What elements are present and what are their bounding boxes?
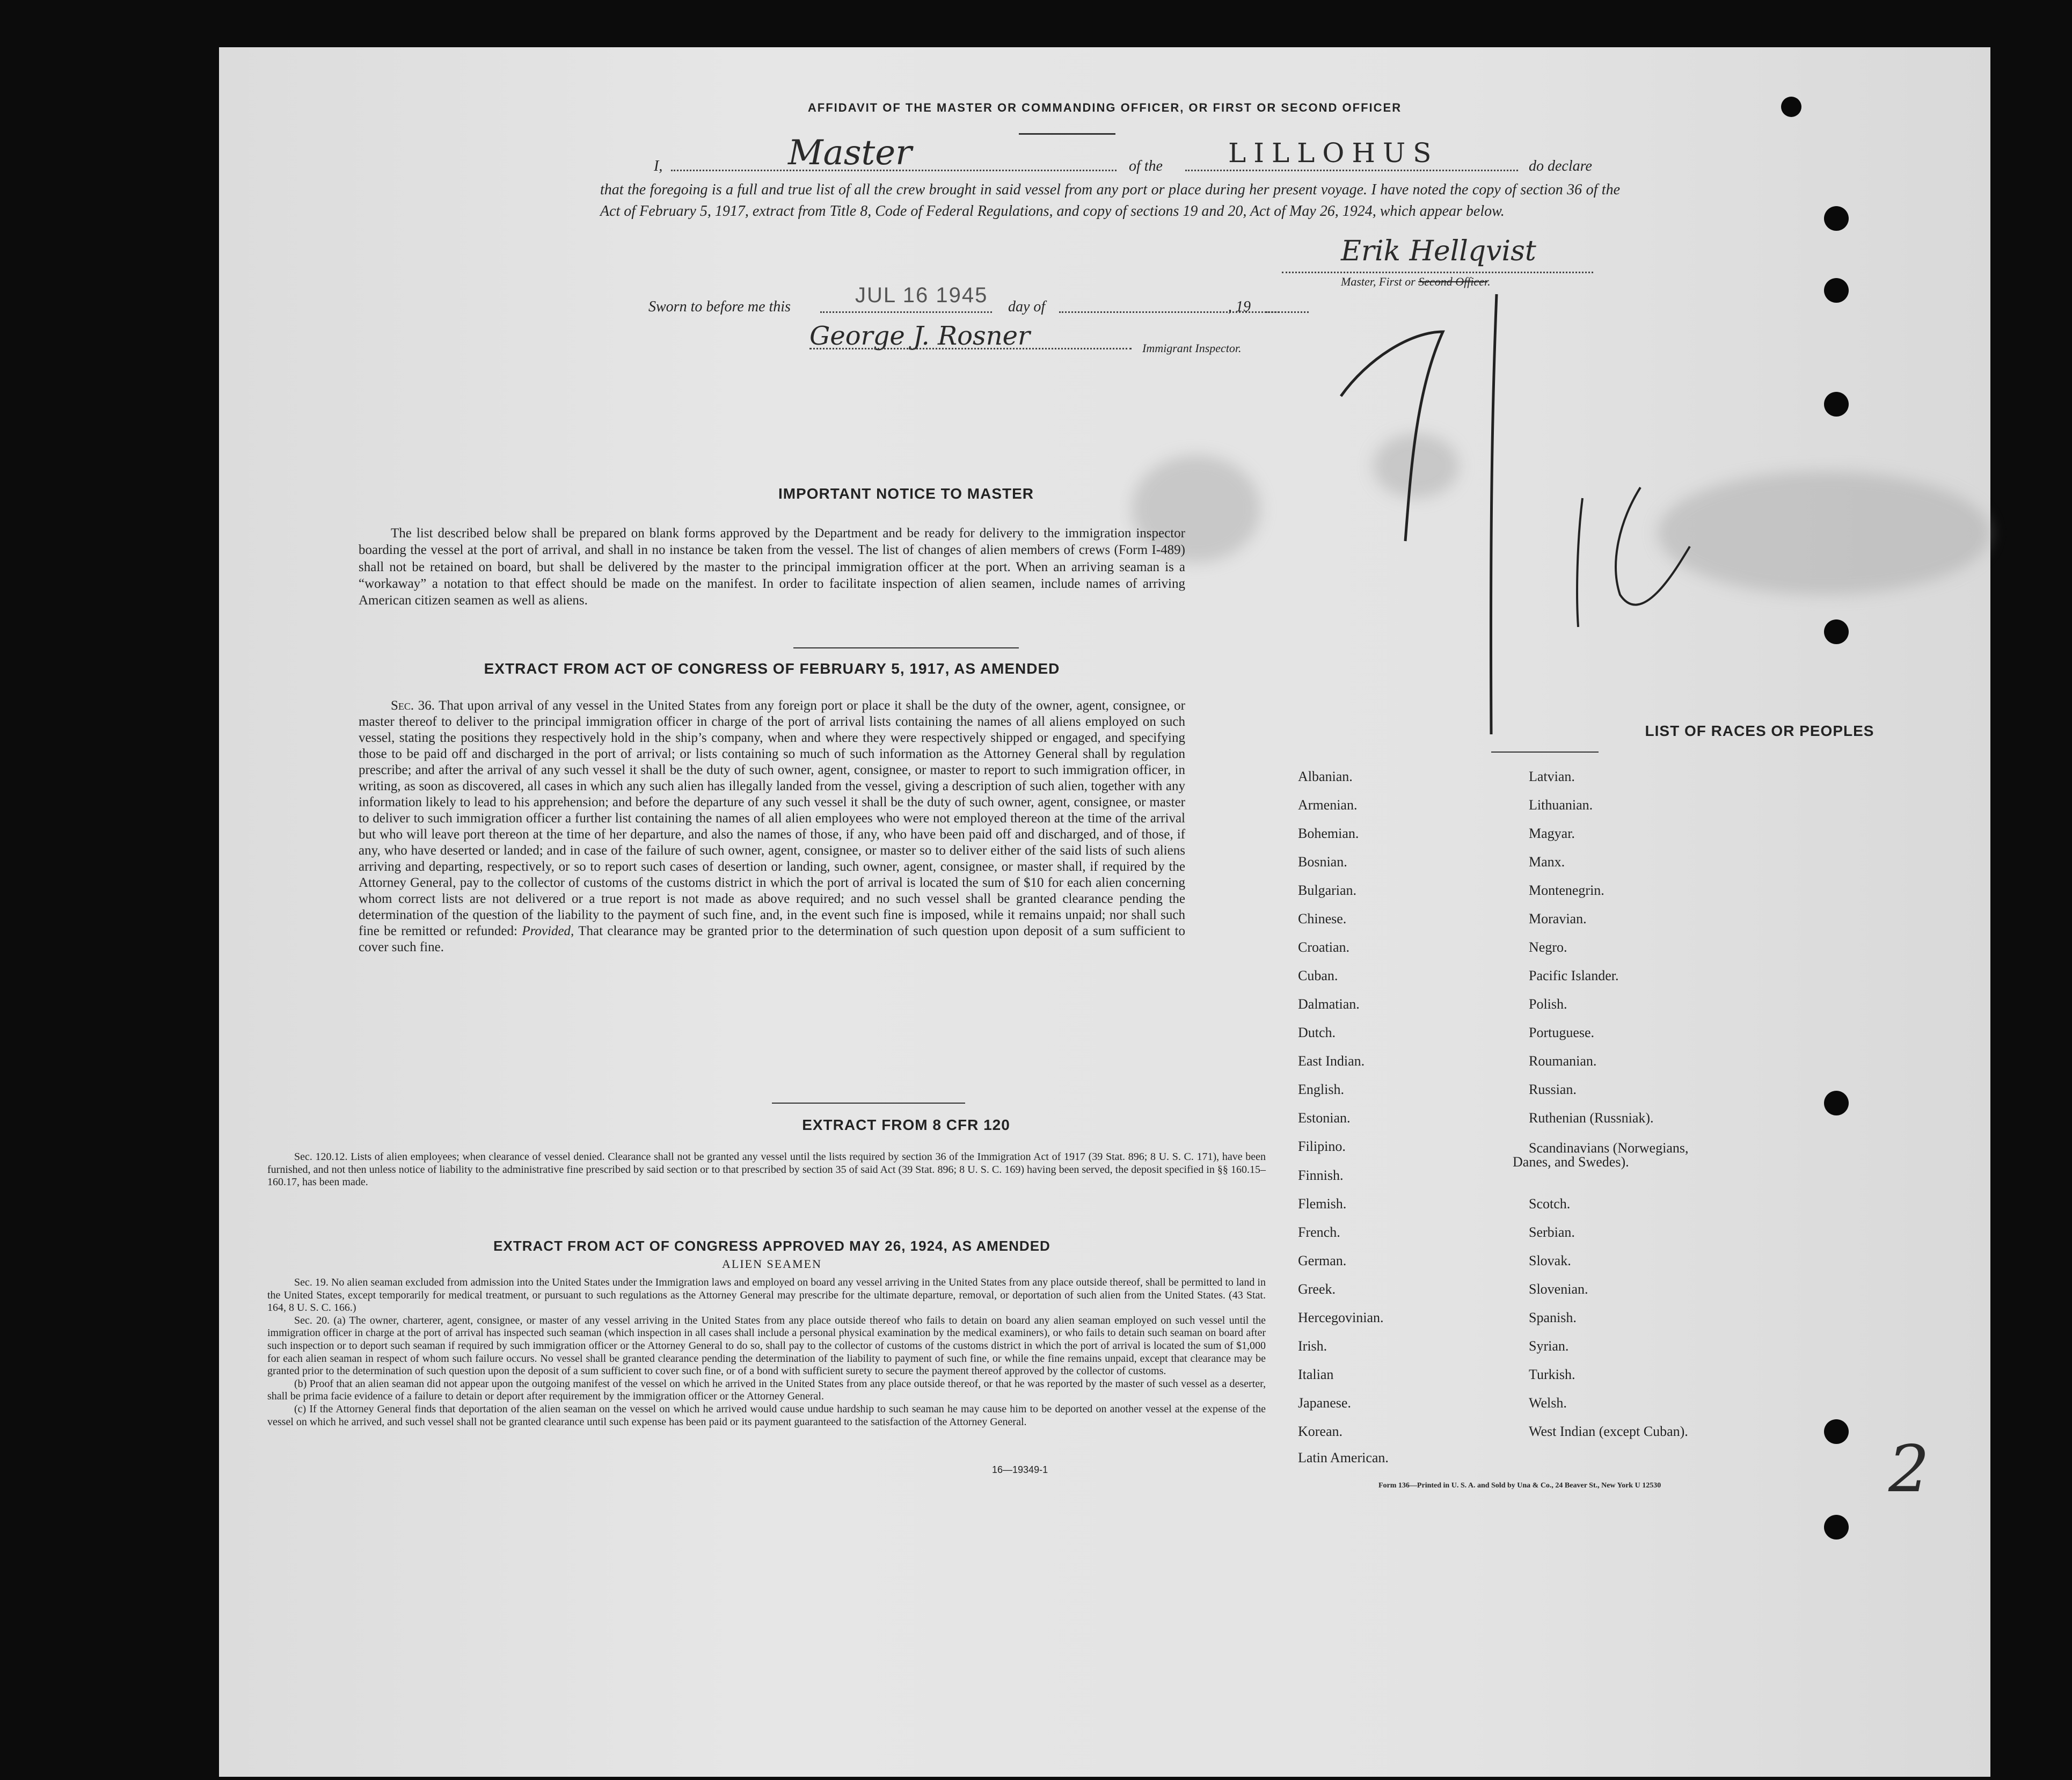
- section-36-text-end: That clearance may be granted prior to the determination of such question upon deposit of a sum sufficient to cover such fine.: [359, 924, 1185, 954]
- race-item: Filipino.: [1298, 1139, 1346, 1154]
- affidavit-title: AFFIDAVIT OF THE MASTER OR COMMANDING OFFICER, OR FIRST OR SECOND OFFICER: [807, 101, 1402, 114]
- race-item: Danes, and Swedes).: [1513, 1154, 1629, 1170]
- notice-body: [359, 525, 1185, 609]
- race-item: Montenegrin.: [1529, 882, 1604, 898]
- punch-hole: [1781, 97, 1801, 117]
- punch-hole: [1824, 206, 1849, 231]
- divider: [1491, 752, 1599, 753]
- race-item: Finnish.: [1298, 1168, 1344, 1183]
- signature-caption-struck: Second Officer: [1418, 275, 1488, 288]
- extract-1917-body: [359, 698, 1185, 955]
- race-item: Dutch.: [1298, 1025, 1336, 1040]
- year-label: , 19: [1228, 298, 1251, 315]
- handwritten-vessel-name: LILLOHUS: [1228, 137, 1439, 169]
- of-the-label: of the: [1129, 158, 1163, 174]
- section-20a-text: Sec. 20. (a) The owner, charterer, agent, consignee, or master of any vessel arriving in the United States from any place outside thereof who fails to detain on board any alien seaman employed on such vessel until the immigration officer in charge at the port of arrival has inspected such seaman (which inspection in all cases shall include a personal physical examination by the medical examiners), or who fails to detain such seaman on board after such inspection or to deport such seaman if required by such immigration officer or the Attorney General to do so, shall pay to the collector of customs of the customs district in which the port of arrival is located the sum of $1,000 for each alien seaman in respect of whom such failure occurs. No vessel shall be granted clearance pending the determination of the liability to payment of such fine, or while the fine remains unpaid, except that clearance may be granted prior to the determination of such question upon the deposit of a sum sufficient to cover such fine, or of a bond with sufficient surety to secure the payment thereof approved by the collector of customs.: [267, 1314, 1266, 1377]
- punch-hole: [1824, 392, 1849, 417]
- section-36-text: That upon arrival of any vessel in the United States from any foreign port or place it shall be the duty of the owner, agent, consignee, or master thereof to deliver to the principal immigration officer in charge of the port of arrival lists containing the names of all aliens employed on such vessel, stating the positions they respectively hold in the ship’s company, when and where they were respectively shipped or engaged, and specifying those to be paid off and discharged in the port of arrival; or lists containing so much of such information as the Attorney General shall by regulation prescribe; and after the arrival of any such vessel it shall be the duty of such owner, agent, consignee, or master to report to such immigration officer, in writing, as soon as discovered, all cases in which any such alien has illegally landed from the vessel, giving a description of such alien, together with any information likely to lead to his apprehension; and before the departure of any such vessel it shall be the duty of such owner, agent, consignee, or master to deliver to such immigration officer a further list containing the names of all alien employees who were not employed thereon at the time of the arrival but who will leave port thereon at the time of her departure, and also the names of those, if any, who have been paid off and discharged, and of those, if any, who have deserted or landed; and in case of the failure of such owner, agent, consignee, or master so to deliver either of the said lists of such aliens arriving and departing, respectively, or so to report such cases of desertion or landing, such owner, agent, consignee, or master shall, if required by the Attorney General, pay to the collector of customs of the customs district in which the port of arrival is located the sum of $10 for each alien concerning whom correct lists are not delivered or a true report is not made as above required; and no such vessel shall be granted clearance pending the determination of the question of the liability to the payment of such fine, and, in the event such fine is imposed, while it remains unpaid; nor shall such fine be remitted or refunded:: [359, 698, 1185, 938]
- race-item: Bulgarian.: [1298, 882, 1357, 898]
- race-item: Polish.: [1529, 996, 1567, 1012]
- water-stain: [1658, 471, 1990, 595]
- extract-cfr-title: EXTRACT FROM 8 CFR 120: [802, 1117, 1010, 1133]
- race-item: German.: [1298, 1253, 1347, 1268]
- race-item: Pacific Islander.: [1529, 968, 1619, 983]
- race-item: Portuguese.: [1529, 1025, 1595, 1040]
- race-item: Scandinavians (Norwegians,: [1529, 1140, 1689, 1156]
- race-item: Magyar.: [1529, 826, 1575, 841]
- race-item: Irish.: [1298, 1338, 1327, 1354]
- punch-hole: [1824, 1419, 1849, 1444]
- affidavit-i-label: I,: [654, 158, 663, 174]
- punch-hole: [1824, 1515, 1849, 1540]
- vessel-line: [1185, 170, 1518, 171]
- race-item: West Indian (except Cuban).: [1529, 1424, 1688, 1439]
- race-item: Albanian.: [1298, 769, 1353, 784]
- race-item: Bohemian.: [1298, 826, 1359, 841]
- signature-caption-suffix: .: [1487, 275, 1491, 288]
- race-item: Estonian.: [1298, 1110, 1351, 1126]
- day-of-label: day of: [1008, 298, 1046, 315]
- signature-line: [1282, 272, 1593, 273]
- race-item: Lithuanian.: [1529, 797, 1593, 813]
- race-item: Scotch.: [1529, 1196, 1571, 1212]
- race-item: Greek.: [1298, 1281, 1336, 1297]
- section-20b-text: (b) Proof that an alien seaman did not appear upon the outgoing manifest of the vessel on which he arrived in the United States from any place outside thereof, or that he was reported by the master of such vessel as a deserter, shall be prima facie evidence of a failure to detain or deport after requirement by the immigration officer or the Attorney General.: [267, 1377, 1266, 1403]
- race-item: Spanish.: [1529, 1310, 1577, 1325]
- race-item: Armenian.: [1298, 797, 1358, 813]
- section-20c-text: (c) If the Attorney General finds that deportation of the alien seaman on the vessel on which he arrived would cause undue hardship to such seaman he may cause him to be deported on another vessel at the expense of the vessel on which he arrived, and such vessel shall not be granted clearance until such expense has been paid or its payment guaranteed to the satisfaction of the Attorney General.: [267, 1403, 1266, 1428]
- race-item: French.: [1298, 1224, 1340, 1240]
- form-number: 16—19349-1: [992, 1464, 1048, 1475]
- extract-cfr-body: [267, 1151, 1266, 1189]
- race-item: Negro.: [1529, 939, 1567, 955]
- handwritten-seven: [1341, 332, 1443, 541]
- race-item: Slovenian.: [1529, 1281, 1588, 1297]
- punch-hole: [1824, 619, 1849, 644]
- race-item: Moravian.: [1529, 911, 1587, 927]
- race-item: Welsh.: [1529, 1395, 1567, 1411]
- affidavit-body: that the foregoing is a full and true list of all the crew brought in said vessel from any port or place during her present voyage. I have noted the copy of section 36 of the Act of February 5, 1917, extract from Title 8, Code of Federal Regulations, and copy of sections 19 and 20, Act of May 26, 1924, which appear below.: [600, 181, 1620, 220]
- handwritten-stroke: [1577, 498, 1582, 627]
- race-item: Syrian.: [1529, 1338, 1569, 1354]
- inspector-signature: George J. Rosner: [809, 321, 1030, 351]
- race-item: Slovak.: [1529, 1253, 1571, 1268]
- notice-title: IMPORTANT NOTICE TO MASTER: [778, 485, 1034, 502]
- extract-1924-body: [267, 1276, 1266, 1428]
- sworn-label: Sworn to before me this: [648, 298, 791, 315]
- race-item: English.: [1298, 1082, 1344, 1097]
- race-item: Dalmatian.: [1298, 996, 1360, 1012]
- do-declare-label: do declare: [1529, 158, 1592, 174]
- race-item: Cuban.: [1298, 968, 1338, 983]
- provided-label: Provided,: [522, 924, 574, 938]
- race-item: Roumanian.: [1529, 1053, 1597, 1069]
- race-item: Turkish.: [1529, 1367, 1575, 1382]
- divider: [793, 647, 1019, 648]
- date-stamp: JUL 16 1945: [855, 283, 988, 307]
- handwritten-vertical-stroke: [1491, 294, 1497, 734]
- race-item: Italian: [1298, 1367, 1334, 1382]
- handwritten-master: Master: [788, 133, 912, 173]
- document-page: [219, 47, 1990, 1777]
- race-item: Japanese.: [1298, 1395, 1351, 1411]
- notice-paragraph: The list described below shall be prepared on blank forms approved by the Department and be ready for delivery to the immigration inspector boarding the vessel at the port of arrival, and shall in no instance be taken from the vessel. The list of changes of alien members of crews (Form I-489) shall not be retained on board, but shall be delivered by the master to the principal immigration officer at the port. When an arriving seaman is a “workaway” a notation to that effect should be made on the manifest. In order to facilitate inspection of alien seamen, include names of arriving American citizen seamen as well as aliens.: [359, 526, 1185, 608]
- race-item: Manx.: [1529, 854, 1565, 870]
- punch-hole: [1824, 278, 1849, 303]
- master-signature: Erik Hellqvist: [1341, 235, 1536, 267]
- race-item: East Indian.: [1298, 1053, 1365, 1069]
- divider: [1019, 133, 1115, 135]
- signature-caption-prefix: Master, First or: [1341, 275, 1416, 288]
- handwritten-marks: [1319, 294, 1695, 767]
- race-item: Latin American.: [1298, 1450, 1389, 1465]
- handwritten-stroke: [1616, 487, 1690, 605]
- extract-1917-title: EXTRACT FROM ACT OF CONGRESS OF FEBRUARY 5, 1917, AS AMENDED: [484, 660, 1060, 677]
- race-item: Hercegovinian.: [1298, 1310, 1384, 1325]
- races-title: LIST OF RACES OR PEOPLES: [1645, 723, 1874, 739]
- cfr-section-text: Sec. 120.12. Lists of alien employees; when clearance of vessel denied. Clearance shall not be granted any vessel until the lists required by section 36 of the Immigration Act of 1917 (39 Stat. 896; 8 U. S. C. 171), have been furnished, and not then unless notice of liability to the administrative fine prescribed by said section or to that prescribed by section 35 of said Act (39 Stat. 896; 8 U. S. C. 169) having been served, the deposit specified in §§ 160.15–160.17, has been made.: [267, 1151, 1266, 1188]
- inspector-caption: Immigrant Inspector.: [1142, 341, 1242, 355]
- sworn-date-line: [820, 311, 992, 313]
- extract-1924-subtitle: ALIEN SEAMEN: [722, 1257, 822, 1271]
- race-item: Serbian.: [1529, 1224, 1575, 1240]
- signature-caption: [1341, 275, 1491, 289]
- race-item: Chinese.: [1298, 911, 1347, 927]
- race-item: Bosnian.: [1298, 854, 1347, 870]
- extract-1924-title: EXTRACT FROM ACT OF CONGRESS APPROVED MAY 26, 1924, AS AMENDED: [493, 1238, 1050, 1254]
- race-item: Latvian.: [1529, 769, 1575, 784]
- printer-line: Form 136—Printed in U. S. A. and Sold by Una & Co., 24 Beaver St., New York U 12530: [1378, 1482, 1661, 1490]
- handwritten-page-number: 2: [1888, 1432, 1930, 1507]
- race-item: Croatian.: [1298, 939, 1350, 955]
- section-36-label: Sec. 36.: [391, 698, 435, 713]
- divider: [772, 1103, 965, 1104]
- race-item: Korean.: [1298, 1424, 1343, 1439]
- year-line: [1266, 311, 1309, 313]
- race-item: Ruthenian (Russniak).: [1529, 1110, 1654, 1126]
- inspector-line: [809, 348, 1132, 349]
- race-item: Flemish.: [1298, 1196, 1347, 1212]
- race-item: Russian.: [1529, 1082, 1577, 1097]
- section-19-text: Sec. 19. No alien seaman excluded from admission into the United States under the Immigration laws and employed on board any vessel arriving in the United States from any place outside thereof, shall be permitted to land in the United States, except temporarily for medical treatment, or pursuant to such regulations as the Attorney General may prescribe for the ultimate departure, removal, or deportation of such alien from the United States. (43 Stat. 164, 8 U. S. C. 166.): [267, 1276, 1266, 1314]
- punch-hole: [1824, 1091, 1849, 1115]
